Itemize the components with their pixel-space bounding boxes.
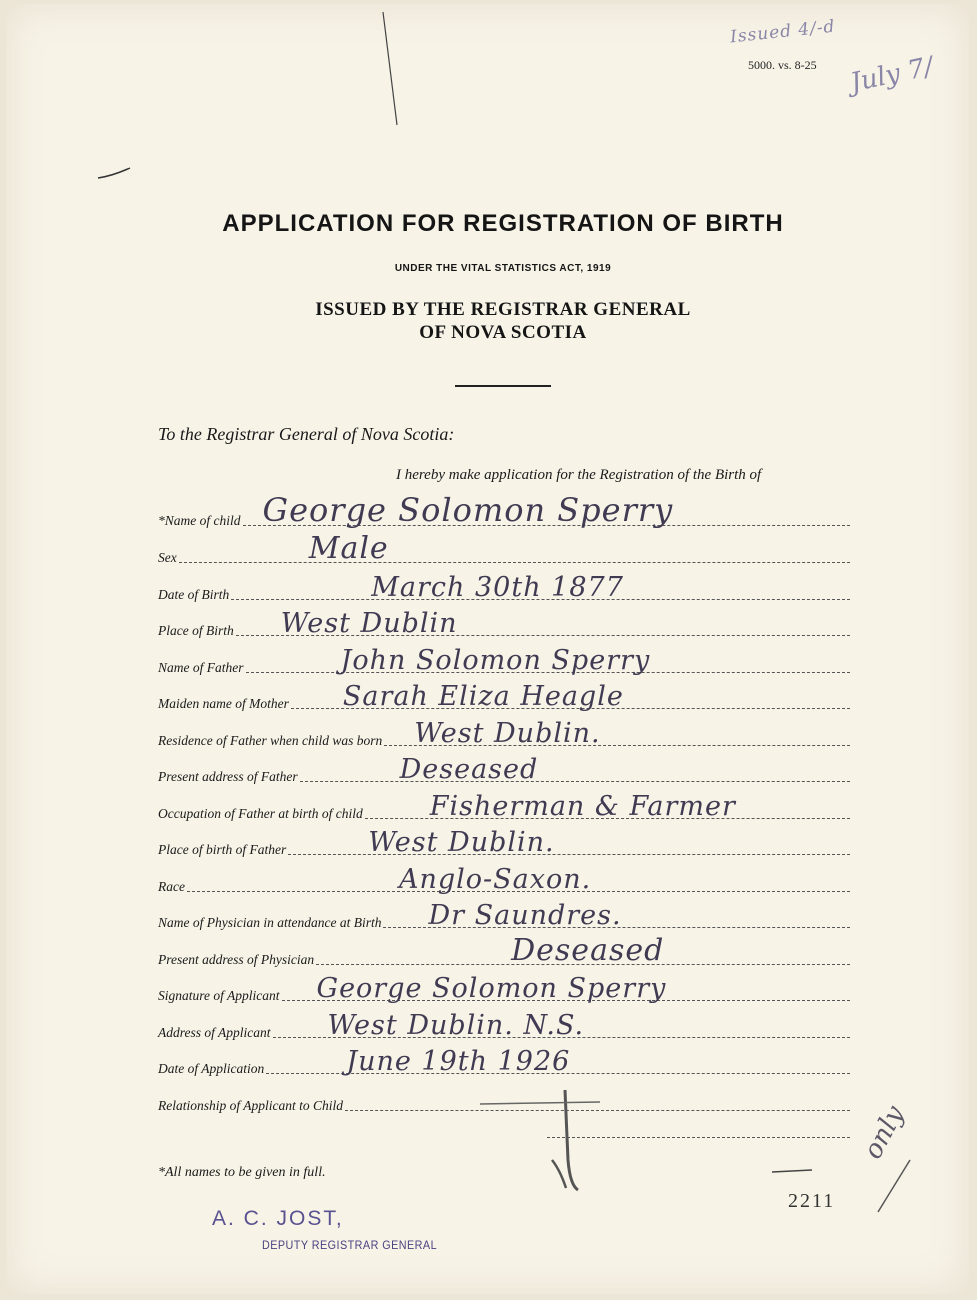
field-line <box>365 791 850 822</box>
field-value: March 30th 1877 <box>371 572 624 603</box>
slash-mark <box>878 1160 910 1212</box>
field-value: Dr Saundres. <box>428 900 622 931</box>
field-label: Sex <box>158 550 177 565</box>
field-value: June 19th 1926 <box>346 1046 571 1077</box>
field-label: Signature of Applicant <box>158 988 280 1003</box>
field-label: Relationship of Applicant to Child <box>158 1098 343 1113</box>
field-sex <box>158 531 850 567</box>
field-line <box>236 608 850 639</box>
field-value: John Solomon Sperry <box>340 645 651 676</box>
field-name-of-father <box>158 645 850 677</box>
field-occupation-of-father <box>158 791 850 823</box>
field-line <box>266 1046 850 1077</box>
intro-text: I hereby make application for the Registration of the Birth of <box>396 467 762 483</box>
field-line <box>300 754 850 785</box>
field-label: Present address of Father <box>158 769 298 784</box>
field-line <box>243 491 851 529</box>
issued-by-line-1: ISSUED BY THE REGISTRAR GENERAL <box>315 299 691 320</box>
field-line <box>316 933 850 968</box>
field-line <box>383 900 850 931</box>
issued-by <box>0 298 977 344</box>
margin-note: only <box>858 1101 911 1165</box>
field-label: Place of Birth <box>158 623 234 638</box>
field-value: George Solomon Sperry <box>316 973 667 1004</box>
field-label: Residence of Father when child was born <box>158 733 383 748</box>
dash-mark-2 <box>772 1170 812 1172</box>
field-value: West Dublin. <box>368 827 555 858</box>
field-label: *Name of child <box>158 513 241 528</box>
field-line <box>179 531 850 566</box>
field-value: George Solomon Sperry <box>262 491 674 529</box>
pencil-stroke-top <box>383 12 397 125</box>
serial-number: 2211 <box>788 1190 836 1212</box>
field-value: Male <box>308 531 389 566</box>
field-maiden-name-of-mother <box>158 681 850 713</box>
field-label: Maiden name of Mother <box>158 696 289 711</box>
field-line <box>291 681 850 712</box>
field-line <box>345 1110 850 1111</box>
field-label: Race <box>158 879 185 894</box>
field-value: West Dublin. <box>414 718 601 749</box>
field-value: Deseased <box>399 754 539 785</box>
field-line <box>384 718 850 749</box>
pen-tick-left <box>98 168 130 178</box>
field-label: Name of Father <box>158 660 244 675</box>
field-address-of-applicant <box>158 1010 850 1042</box>
field-label: Occupation of Father at birth of child <box>158 806 363 821</box>
field-value: Fisherman & Farmer <box>429 791 736 822</box>
field-value: West Dublin. N.S. <box>327 1010 585 1041</box>
field-present-address-of-physician <box>158 933 850 969</box>
field-line <box>273 1010 851 1041</box>
stamp-name: A. C. JOST, <box>212 1207 344 1230</box>
field-date-of-application <box>158 1046 850 1078</box>
field-line <box>282 973 851 1004</box>
document-title: APPLICATION FOR REGISTRATION OF BIRTH <box>222 210 784 237</box>
field-signature-of-applicant <box>158 973 850 1005</box>
check-mark-tail <box>552 1160 566 1188</box>
field-line <box>187 864 850 895</box>
field-label: Name of Physician in attendance at Birth <box>158 915 382 930</box>
field-label: Date of Birth <box>158 587 230 602</box>
field-residence-of-father <box>158 718 850 750</box>
form-number: 5000. vs. 8-25 <box>748 58 817 72</box>
field-label: Address of Applicant <box>158 1025 271 1040</box>
issued-by-line-2: OF NOVA SCOTIA <box>419 322 587 343</box>
field-date-of-birth <box>158 572 850 604</box>
field-value: Anglo-Saxon. <box>398 864 592 895</box>
field-continuation-line <box>545 1118 850 1142</box>
field-label: Present address of Physician <box>158 952 315 967</box>
field-line <box>231 572 850 603</box>
field-line <box>246 645 851 676</box>
footnote: *All names to be given in full. <box>158 1165 326 1180</box>
salutation: To the Registrar General of Nova Scotia: <box>158 424 455 444</box>
pencil-note: Issued 4/-d <box>729 16 837 48</box>
field-name-of-physician <box>158 900 850 932</box>
field-name-of-child <box>158 491 850 530</box>
field-value: Sarah Eliza Heagle <box>342 681 624 712</box>
stamp-title: DEPUTY REGISTRAR GENERAL <box>262 1238 438 1252</box>
field-label: Place of birth of Father <box>158 842 287 857</box>
document-subtitle: UNDER THE VITAL STATISTICS ACT, 1919 <box>394 263 612 274</box>
field-value: West Dublin <box>280 608 458 639</box>
field-label: Date of Application <box>158 1061 265 1076</box>
field-present-address-of-father <box>158 754 850 786</box>
field-place-of-birth <box>158 608 850 640</box>
pencil-note-date: July 7/ <box>847 51 936 99</box>
field-race <box>158 864 850 896</box>
field-place-of-birth-of-father <box>158 827 850 859</box>
field-value: Deseased <box>511 933 665 968</box>
field-line <box>288 827 850 858</box>
field-line <box>547 1137 850 1138</box>
field-relationship-of-applicant <box>158 1091 850 1115</box>
title-rule <box>455 385 551 387</box>
